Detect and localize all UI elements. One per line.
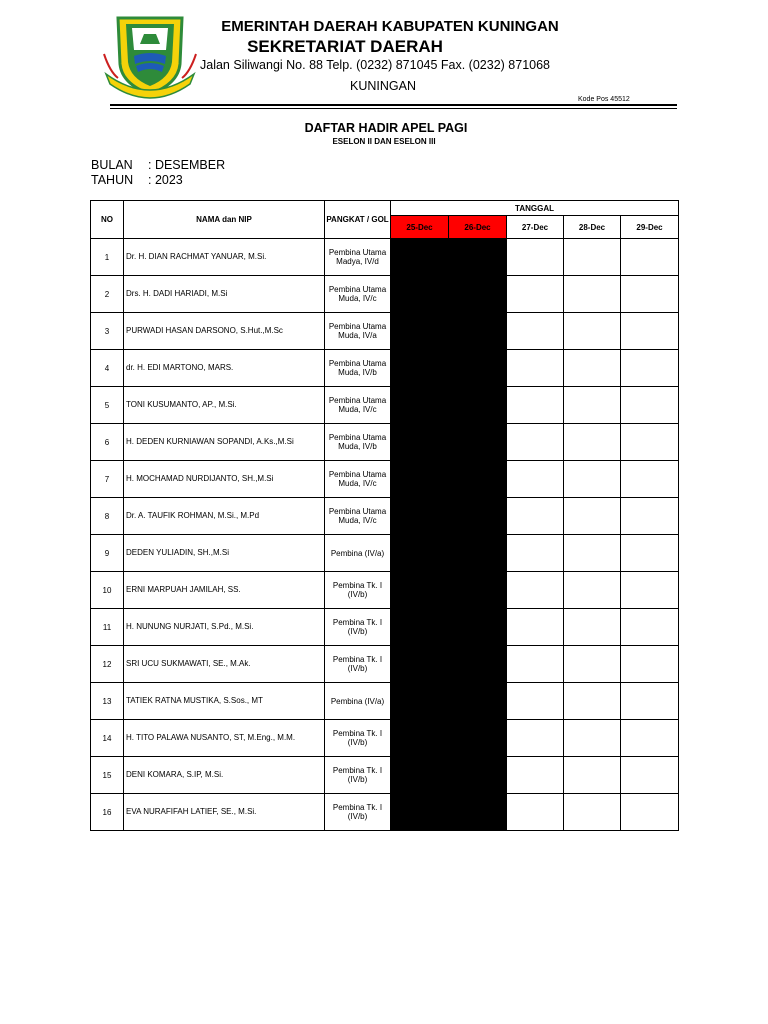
header-city: KUNINGAN: [350, 79, 416, 93]
row-nama: H. TITO PALAWA NUSANTO, ST, M.Eng., M.M.: [124, 720, 325, 757]
attendance-cell[interactable]: [564, 720, 621, 757]
attendance-cell[interactable]: [621, 609, 679, 646]
row-pangkat: Pembina Utama Muda, IV/b: [325, 424, 391, 461]
attendance-cell[interactable]: [564, 646, 621, 683]
attendance-cell: [391, 720, 449, 757]
attendance-cell: [391, 424, 449, 461]
attendance-cell: [449, 757, 507, 794]
header-nama: NAMA dan NIP: [124, 201, 325, 239]
table-row: [91, 535, 679, 572]
attendance-cell[interactable]: [507, 276, 564, 313]
attendance-cell: [391, 313, 449, 350]
row-pangkat: Pembina Tk. I (IV/b): [325, 646, 391, 683]
row-pangkat: Pembina Tk. I (IV/b): [325, 572, 391, 609]
attendance-cell[interactable]: [621, 239, 679, 276]
kuningan-regency-crest-icon: [102, 14, 198, 100]
attendance-cell[interactable]: [621, 350, 679, 387]
attendance-cell: [449, 424, 507, 461]
attendance-cell: [391, 572, 449, 609]
table-row: [91, 683, 679, 720]
attendance-cell[interactable]: [621, 313, 679, 350]
attendance-cell[interactable]: [507, 387, 564, 424]
attendance-cell[interactable]: [564, 498, 621, 535]
attendance-cell[interactable]: [621, 387, 679, 424]
row-no: 16: [91, 794, 124, 831]
attendance-cell: [449, 276, 507, 313]
attendance-cell: [449, 387, 507, 424]
attendance-cell: [449, 313, 507, 350]
attendance-cell[interactable]: [564, 609, 621, 646]
row-pangkat: Pembina Tk. I (IV/b): [325, 609, 391, 646]
row-no: 11: [91, 609, 124, 646]
table-row: [91, 387, 679, 424]
attendance-cell[interactable]: [507, 498, 564, 535]
attendance-cell: [391, 498, 449, 535]
attendance-cell[interactable]: [621, 794, 679, 831]
table-row: [91, 313, 679, 350]
attendance-cell[interactable]: [564, 683, 621, 720]
date-header-1: 25-Dec: [391, 216, 449, 239]
attendance-cell: [391, 794, 449, 831]
tahun-label: TAHUN: [91, 173, 134, 187]
row-no: 7: [91, 461, 124, 498]
row-nama: dr. H. EDI MARTONO, MARS.: [124, 350, 325, 387]
kode-pos: Kode Pos 45512: [578, 96, 630, 103]
row-nama: TONI KUSUMANTO, AP., M.Si.: [124, 387, 325, 424]
attendance-cell[interactable]: [621, 424, 679, 461]
date-header-2: 26-Dec: [449, 216, 507, 239]
attendance-cell: [391, 646, 449, 683]
attendance-cell: [391, 387, 449, 424]
date-header-3: 27-Dec: [507, 216, 564, 239]
attendance-cell[interactable]: [507, 461, 564, 498]
row-nama: DEDEN YULIADIN, SH.,M.Si: [124, 535, 325, 572]
attendance-cell[interactable]: [621, 572, 679, 609]
table-row: [91, 794, 679, 831]
row-nama: Drs. H. DADI HARIADI, M.Si: [124, 276, 325, 313]
row-nama: PURWADI HASAN DARSONO, S.Hut.,M.Sc: [124, 313, 325, 350]
attendance-cell[interactable]: [621, 646, 679, 683]
row-no: 12: [91, 646, 124, 683]
row-no: 3: [91, 313, 124, 350]
row-no: 9: [91, 535, 124, 572]
attendance-cell: [449, 683, 507, 720]
row-pangkat: Pembina (IV/a): [325, 683, 391, 720]
attendance-cell[interactable]: [507, 794, 564, 831]
table-row: [91, 646, 679, 683]
row-pangkat: Pembina Utama Muda, IV/c: [325, 461, 391, 498]
date-header-5: 29-Dec: [621, 216, 679, 239]
row-no: 5: [91, 387, 124, 424]
row-nama: TATIEK RATNA MUSTIKA, S.Sos., MT: [124, 683, 325, 720]
row-pangkat: Pembina Utama Madya, IV/d: [325, 239, 391, 276]
bulan-label: BULAN: [91, 158, 133, 172]
attendance-cell[interactable]: [564, 461, 621, 498]
attendance-cell[interactable]: [507, 683, 564, 720]
document-subtitle: ESELON II DAN ESELON III: [332, 137, 436, 146]
attendance-cell[interactable]: [621, 276, 679, 313]
table-row: [91, 276, 679, 313]
row-nama: Dr. H. DIAN RACHMAT YANUAR, M.Si.: [124, 239, 325, 276]
row-no: 4: [91, 350, 124, 387]
row-nama: H. DEDEN KURNIAWAN SOPANDI, A.Ks.,M.Si: [124, 424, 325, 461]
table-row: [91, 757, 679, 794]
attendance-cell[interactable]: [564, 757, 621, 794]
row-no: 6: [91, 424, 124, 461]
attendance-cell: [449, 646, 507, 683]
row-nama: ERNI MARPUAH JAMILAH, SS.: [124, 572, 325, 609]
table-row: [91, 461, 679, 498]
bulan-line: [91, 158, 226, 172]
attendance-cell[interactable]: [564, 572, 621, 609]
attendance-cell: [391, 276, 449, 313]
attendance-cell: [449, 609, 507, 646]
attendance-cell[interactable]: [564, 313, 621, 350]
table-row: [91, 424, 679, 461]
header-tanggal: TANGGAL: [391, 201, 679, 216]
attendance-cell: [449, 350, 507, 387]
row-no: 15: [91, 757, 124, 794]
attendance-cell: [449, 794, 507, 831]
date-header-4: 28-Dec: [564, 216, 621, 239]
attendance-cell: [391, 757, 449, 794]
table-row: [91, 720, 679, 757]
tahun-value: : 2023: [148, 173, 183, 187]
attendance-cell[interactable]: [564, 794, 621, 831]
row-pangkat: Pembina Utama Muda, IV/c: [325, 498, 391, 535]
attendance-cell[interactable]: [507, 572, 564, 609]
attendance-cell[interactable]: [621, 720, 679, 757]
attendance-cell: [449, 239, 507, 276]
attendance-cell: [449, 572, 507, 609]
attendance-cell: [391, 239, 449, 276]
row-pangkat: Pembina Utama Muda, IV/a: [325, 313, 391, 350]
attendance-cell[interactable]: [564, 276, 621, 313]
row-nama: EVA NURAFIFAH LATIEF, SE., M.Si.: [124, 794, 325, 831]
table-row: [91, 350, 679, 387]
attendance-cell: [391, 461, 449, 498]
attendance-cell[interactable]: [621, 535, 679, 572]
table-row: [91, 239, 679, 276]
attendance-cell[interactable]: [507, 535, 564, 572]
attendance-cell[interactable]: [507, 757, 564, 794]
attendance-cell[interactable]: [507, 646, 564, 683]
attendance-cell: [449, 535, 507, 572]
header-line1: EMERINTAH DAERAH KABUPATEN KUNINGAN: [221, 18, 559, 35]
row-pangkat: Pembina Utama Muda, IV/c: [325, 276, 391, 313]
attendance-cell[interactable]: [621, 498, 679, 535]
attendance-cell: [449, 720, 507, 757]
row-pangkat: Pembina Tk. I (IV/b): [325, 757, 391, 794]
attendance-cell[interactable]: [564, 535, 621, 572]
bulan-value: : DESEMBER: [148, 158, 226, 172]
attendance-cell[interactable]: [564, 387, 621, 424]
row-no: 1: [91, 239, 124, 276]
attendance-cell: [391, 535, 449, 572]
attendance-cell[interactable]: [564, 350, 621, 387]
attendance-cell: [449, 461, 507, 498]
attendance-cell: [391, 350, 449, 387]
header-pangkat: PANGKAT / GOL: [325, 201, 391, 239]
attendance-cell: [391, 683, 449, 720]
header-divider-thick: [110, 104, 677, 106]
attendance-cell[interactable]: [507, 424, 564, 461]
header-line2: SEKRETARIAT DAERAH: [247, 37, 443, 56]
row-nama: SRI UCU SUKMAWATI, SE., M.Ak.: [124, 646, 325, 683]
attendance-cell[interactable]: [621, 461, 679, 498]
row-pangkat: Pembina Tk. I (IV/b): [325, 720, 391, 757]
header-divider-thin: [110, 108, 677, 109]
document-title: DAFTAR HADIR APEL PAGI: [304, 121, 468, 135]
attendance-cell[interactable]: [507, 609, 564, 646]
attendance-cell[interactable]: [621, 757, 679, 794]
header-no: NO: [91, 201, 124, 239]
attendance-body: [91, 239, 679, 831]
attendance-cell[interactable]: [564, 239, 621, 276]
attendance-cell[interactable]: [564, 424, 621, 461]
attendance-cell: [391, 609, 449, 646]
attendance-cell[interactable]: [507, 239, 564, 276]
attendance-table: [90, 200, 679, 831]
row-pangkat: Pembina Utama Muda, IV/b: [325, 350, 391, 387]
attendance-cell[interactable]: [507, 313, 564, 350]
attendance-cell[interactable]: [507, 720, 564, 757]
table-row: [91, 609, 679, 646]
row-nama: Dr. A. TAUFIK ROHMAN, M.Si., M.Pd: [124, 498, 325, 535]
attendance-cell[interactable]: [507, 350, 564, 387]
row-nama: H. NUNUNG NURJATI, S.Pd., M.Si.: [124, 609, 325, 646]
row-pangkat: Pembina Tk. I (IV/b): [325, 794, 391, 831]
attendance-cell[interactable]: [621, 683, 679, 720]
header-address: Jalan Siliwangi No. 88 Telp. (0232) 871045 Fax. (0232) 871068: [200, 58, 550, 72]
row-no: 14: [91, 720, 124, 757]
row-nama: H. MOCHAMAD NURDIJANTO, SH.,M.Si: [124, 461, 325, 498]
tahun-line: [91, 173, 183, 187]
row-nama: DENI KOMARA, S.IP, M.Si.: [124, 757, 325, 794]
row-pangkat: Pembina Utama Muda, IV/c: [325, 387, 391, 424]
row-no: 10: [91, 572, 124, 609]
table-row: [91, 572, 679, 609]
row-pangkat: Pembina (IV/a): [325, 535, 391, 572]
table-row: [91, 498, 679, 535]
row-no: 13: [91, 683, 124, 720]
row-no: 2: [91, 276, 124, 313]
row-no: 8: [91, 498, 124, 535]
attendance-cell: [449, 498, 507, 535]
